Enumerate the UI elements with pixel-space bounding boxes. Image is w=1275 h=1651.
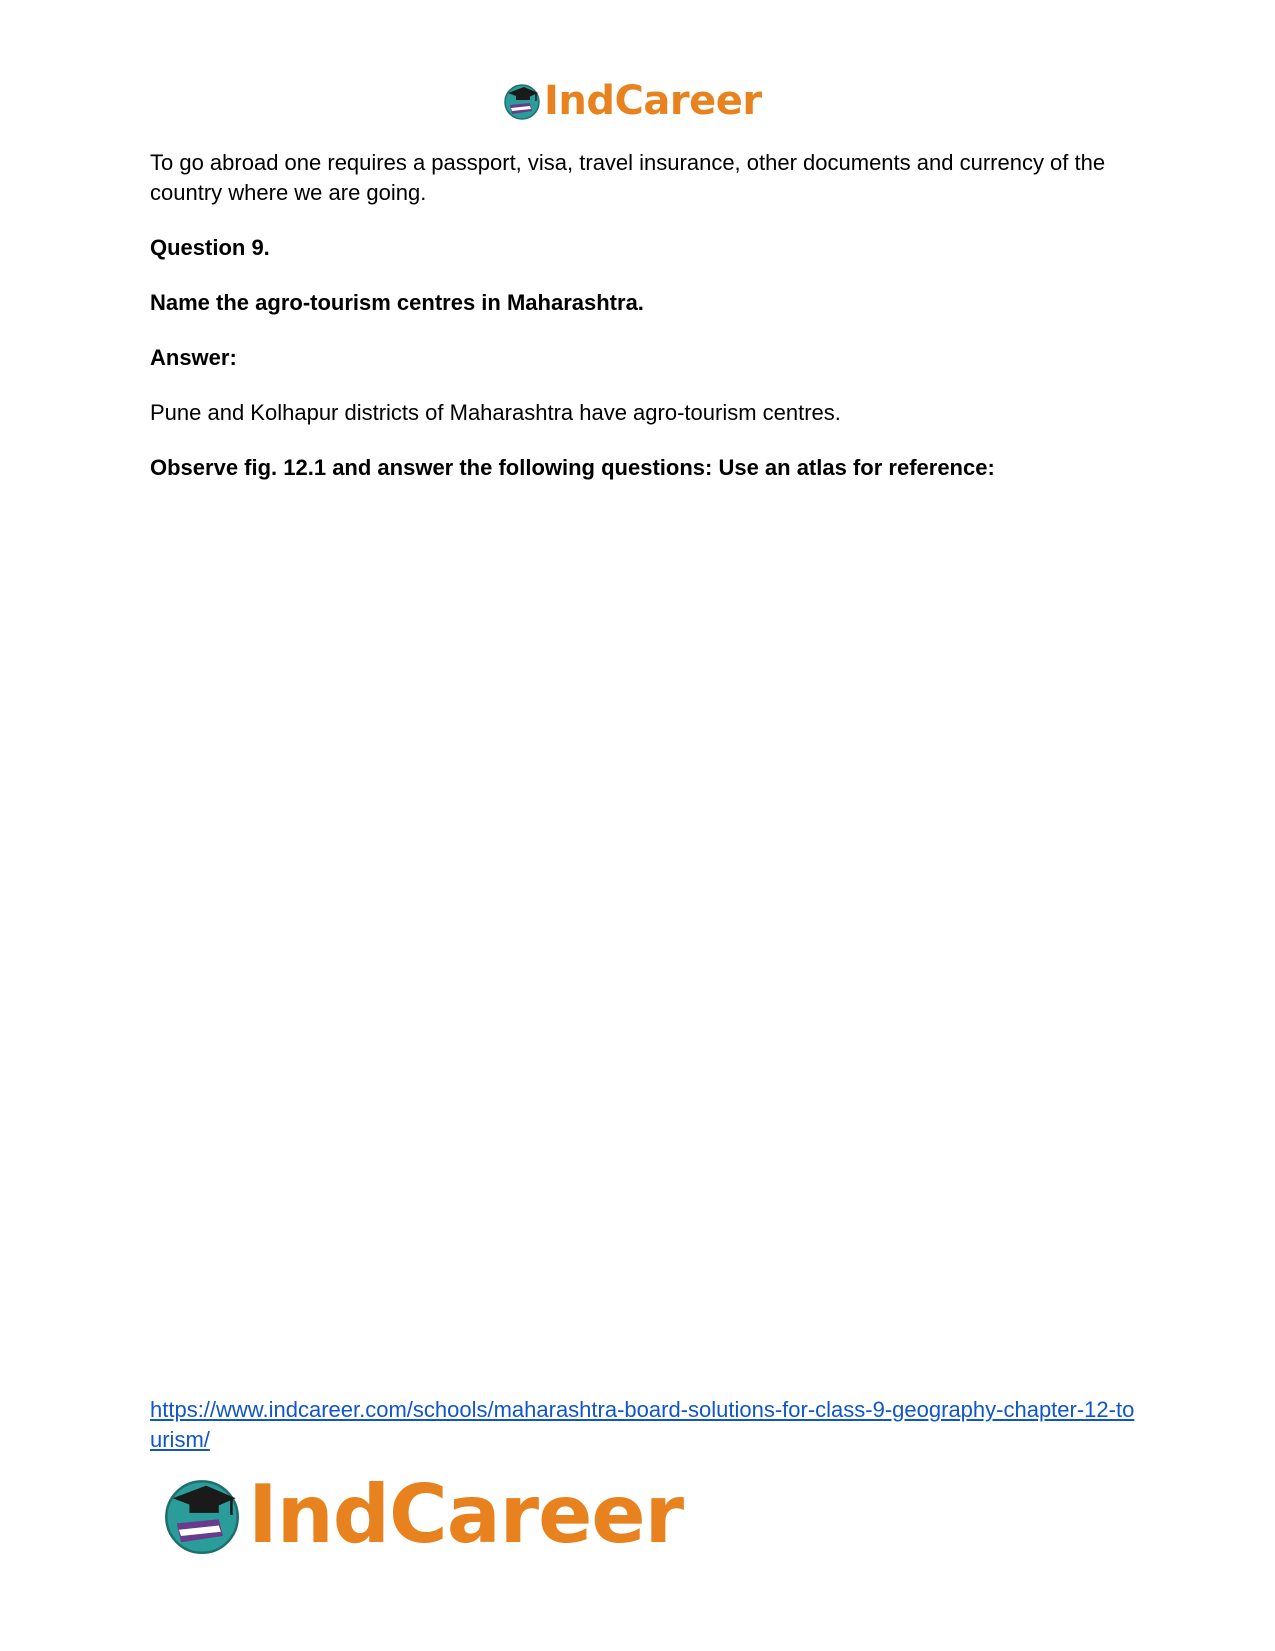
- document-body: [150, 148, 1130, 508]
- brand-wordmark: IndCareer: [544, 78, 762, 124]
- graduation-cap-globe-books-icon: [502, 81, 542, 121]
- brand-wordmark: IndCareer: [248, 1468, 684, 1561]
- graduation-cap-globe-books-icon: [160, 1473, 244, 1557]
- question-label: Question 9.: [150, 235, 270, 260]
- question-text: Name the agro-tourism centres in Maharashtra.: [150, 290, 644, 315]
- answer-label: Answer:: [150, 345, 237, 370]
- footer-logo: [160, 1468, 683, 1561]
- header-logo: [502, 78, 762, 124]
- answer-text: Pune and Kolhapur districts of Maharashtra have agro-tourism centres.: [150, 400, 841, 425]
- source-link[interactable]: https://www.indcareer.com/schools/maharashtra-board-solutions-for-class-9-geography-chapter-12-tourism/: [150, 1397, 1135, 1452]
- intro-paragraph: To go abroad one requires a passport, visa, travel insurance, other documents and currency of the country where we are going.: [150, 150, 1106, 205]
- instruction-text: Observe fig. 12.1 and answer the following questions: Use an atlas for reference:: [150, 455, 995, 480]
